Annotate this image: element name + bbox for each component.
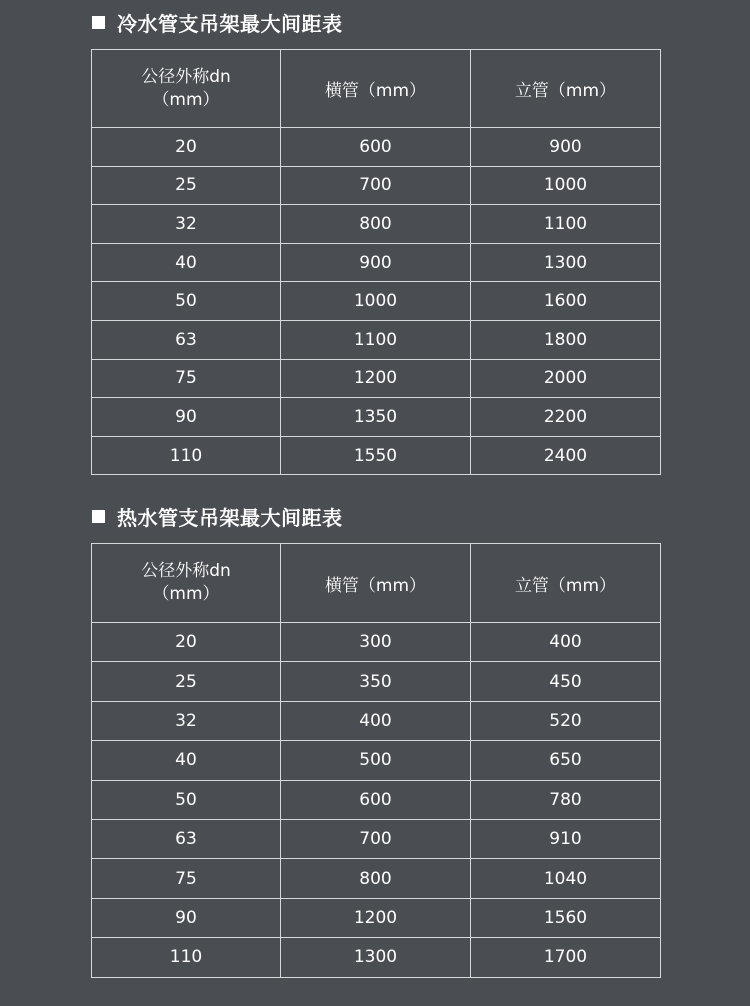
cell-diameter: 75 xyxy=(92,359,281,398)
cell-vertical: 1040 xyxy=(471,859,661,898)
cell-horizontal: 500 xyxy=(281,741,471,780)
cell-vertical: 2000 xyxy=(471,359,661,398)
table-header-row xyxy=(92,50,661,128)
cell-horizontal: 400 xyxy=(281,701,471,740)
cell-diameter: 50 xyxy=(92,780,281,819)
cell-vertical: 450 xyxy=(471,662,661,701)
table-row xyxy=(92,436,661,475)
cell-diameter: 50 xyxy=(92,282,281,321)
cell-horizontal: 1200 xyxy=(281,359,471,398)
cell-vertical: 1700 xyxy=(471,938,661,977)
header-diameter-line2: （mm） xyxy=(152,89,220,110)
cell-diameter: 110 xyxy=(92,938,281,977)
header-vertical: 立管（mm） xyxy=(471,50,661,128)
square-bullet-icon xyxy=(92,510,105,523)
cell-vertical: 650 xyxy=(471,741,661,780)
header-diameter xyxy=(92,544,281,623)
header-horizontal: 横管（mm） xyxy=(281,544,471,623)
cell-diameter: 25 xyxy=(92,662,281,701)
cell-vertical: 1600 xyxy=(471,282,661,321)
cell-vertical: 910 xyxy=(471,819,661,858)
cell-horizontal: 800 xyxy=(281,859,471,898)
table-row xyxy=(92,205,661,244)
cell-horizontal: 1550 xyxy=(281,436,471,475)
cell-horizontal: 1000 xyxy=(281,282,471,321)
cell-horizontal: 900 xyxy=(281,243,471,282)
table-row xyxy=(92,398,661,437)
table-row xyxy=(92,780,661,819)
cell-horizontal: 1100 xyxy=(281,320,471,359)
table-row xyxy=(92,243,661,282)
table-row xyxy=(92,128,661,167)
cell-diameter: 20 xyxy=(92,128,281,167)
cell-diameter: 110 xyxy=(92,436,281,475)
header-diameter-line2: （mm） xyxy=(152,584,220,604)
table-row xyxy=(92,701,661,740)
square-bullet-icon xyxy=(92,16,105,29)
table-row xyxy=(92,166,661,205)
cell-vertical: 1100 xyxy=(471,205,661,244)
cold-water-table xyxy=(91,49,661,475)
cell-diameter: 32 xyxy=(92,205,281,244)
header-horizontal: 横管（mm） xyxy=(281,50,471,128)
table-row xyxy=(92,898,661,937)
cell-vertical: 2400 xyxy=(471,436,661,475)
cell-vertical: 400 xyxy=(471,623,661,662)
cell-diameter: 40 xyxy=(92,741,281,780)
cell-horizontal: 1300 xyxy=(281,938,471,977)
table-row xyxy=(92,359,661,398)
cell-diameter: 25 xyxy=(92,166,281,205)
hot-section-title xyxy=(92,502,343,530)
header-diameter xyxy=(92,50,281,128)
table-row xyxy=(92,662,661,701)
cell-horizontal: 1350 xyxy=(281,398,471,437)
cell-diameter: 20 xyxy=(92,623,281,662)
cell-diameter: 40 xyxy=(92,243,281,282)
cell-vertical: 1000 xyxy=(471,166,661,205)
hot-water-table xyxy=(91,543,661,978)
cold-section-title xyxy=(92,8,343,36)
cell-diameter: 63 xyxy=(92,320,281,359)
header-diameter-line1: 公径外称dn xyxy=(141,561,231,581)
cell-diameter: 32 xyxy=(92,701,281,740)
cell-diameter: 90 xyxy=(92,398,281,437)
cell-horizontal: 300 xyxy=(281,623,471,662)
table-row xyxy=(92,623,661,662)
cell-diameter: 90 xyxy=(92,898,281,937)
table-row xyxy=(92,938,661,977)
table-header-row xyxy=(92,544,661,623)
cell-horizontal: 800 xyxy=(281,205,471,244)
cell-horizontal: 700 xyxy=(281,819,471,858)
cell-diameter: 63 xyxy=(92,819,281,858)
cell-vertical: 1800 xyxy=(471,320,661,359)
cold-title-text: 冷水管支吊架最大间距表 xyxy=(117,11,343,36)
cell-horizontal: 700 xyxy=(281,166,471,205)
cell-vertical: 520 xyxy=(471,701,661,740)
header-diameter-line1: 公径外称dn xyxy=(141,66,231,87)
cell-horizontal: 350 xyxy=(281,662,471,701)
table-row xyxy=(92,320,661,359)
table-row xyxy=(92,859,661,898)
cell-horizontal: 600 xyxy=(281,128,471,167)
header-vertical: 立管（mm） xyxy=(471,544,661,623)
cell-vertical: 1300 xyxy=(471,243,661,282)
cell-diameter: 75 xyxy=(92,859,281,898)
table-row xyxy=(92,819,661,858)
cell-horizontal: 600 xyxy=(281,780,471,819)
cell-vertical: 780 xyxy=(471,780,661,819)
hot-title-text: 热水管支吊架最大间距表 xyxy=(117,505,343,530)
cell-vertical: 1560 xyxy=(471,898,661,937)
cell-vertical: 2200 xyxy=(471,398,661,437)
table-row xyxy=(92,282,661,321)
cell-vertical: 900 xyxy=(471,128,661,167)
cell-horizontal: 1200 xyxy=(281,898,471,937)
table-row xyxy=(92,741,661,780)
